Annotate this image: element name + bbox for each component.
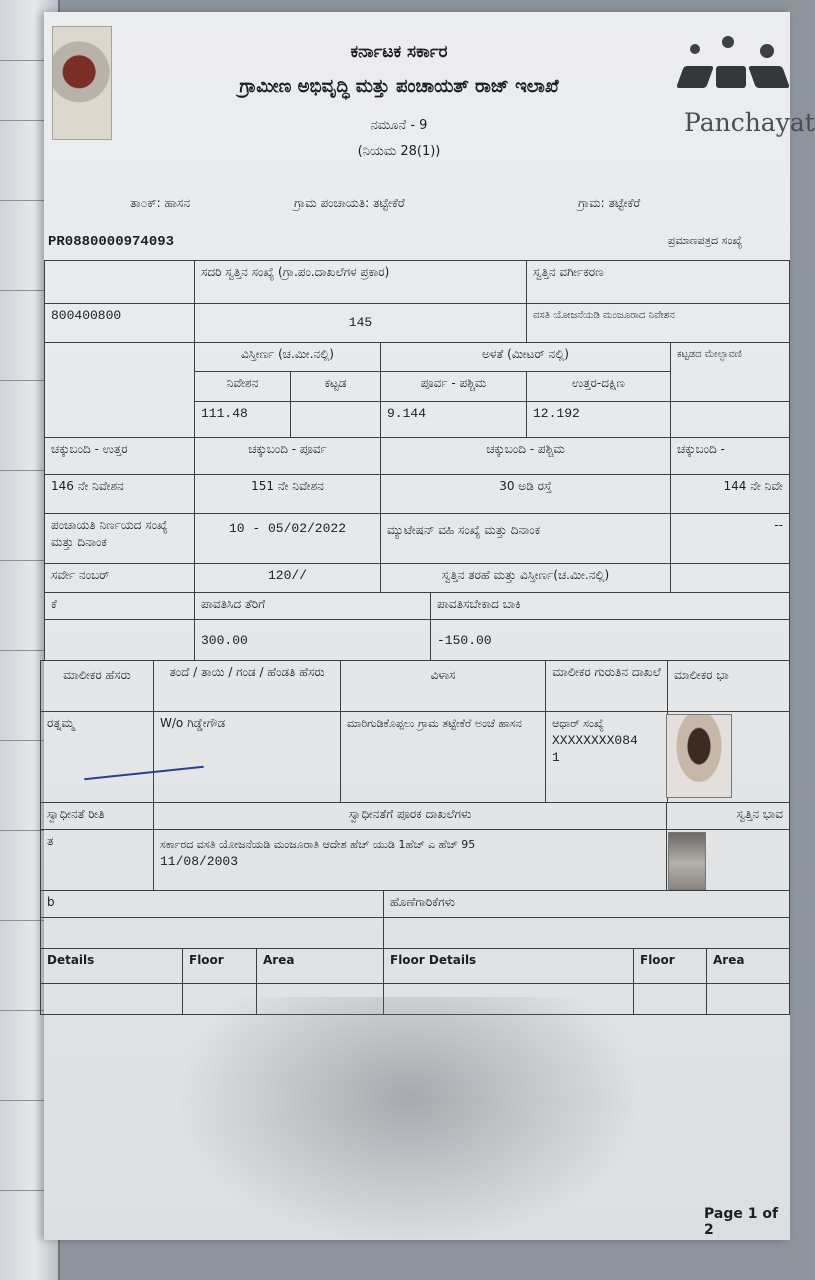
address-header: ವಿಳಾಸ — [340, 660, 546, 712]
building-area-value — [290, 401, 381, 438]
relation-value: W/o ಗಿಡ್ಡೇಗೌಡ — [153, 711, 341, 803]
property-number-value: 145 — [194, 303, 527, 343]
rule-reference: (ನಿಯಮ 28(1)) — [357, 144, 441, 159]
owner-name-header: ಮಾಲೀಕರ ಹೆಸರು — [40, 660, 154, 712]
property-type-value — [670, 563, 790, 593]
owner-photo-header: ಮಾಲೀಕರ ಭಾ — [667, 660, 790, 712]
aadhaar-number: XXXXXXXX084 — [552, 733, 638, 748]
floor-details-right-header: Floor Details — [383, 948, 634, 984]
resolution-value: 10 - 05/02/2022 — [194, 513, 381, 564]
document-page — [44, 12, 815, 1240]
site-area-value: 111.48 — [194, 401, 291, 438]
east-west-subheader: ಪೂರ್ವ - ಪಶ್ಚಿಮ — [380, 371, 527, 402]
karnataka-emblem-icon — [52, 26, 112, 140]
department-title: ಗ್ರಾಮೀಣ ಅಭಿವೃದ್ಧಿ ಮತ್ತು ಪಂಚಾಯತ್ ರಾಜ್ ಇಲಾಖೆ — [239, 76, 559, 97]
area-header-left: Area — [256, 948, 384, 984]
north-south-subheader: ಉತ್ತರ-ದಕ್ಷಿಣ — [526, 371, 671, 402]
resolution-label — [44, 513, 195, 564]
id-document-header: ಮಾಲೀಕರ ಗುರುತಿನ ದಾಖಲೆ — [545, 660, 668, 712]
id-document-value — [545, 711, 668, 803]
floor-details-left-header: Details — [40, 948, 183, 984]
aadhaar-number-tail: 1 — [552, 750, 560, 765]
mutation-value: -- — [670, 513, 790, 564]
property-class-value: ವಸತಿ ಯೋಜನೆಯಡಿ ಮಂಜೂರಾದ ನಿವೇಶನ — [526, 303, 790, 343]
resolution-label-line2: ಮತ್ತು ದಿನಾಂಕ — [51, 535, 107, 549]
blank-cell — [44, 260, 195, 304]
south-boundary-value: 144 ನೇ ನಿವೇ — [670, 474, 790, 514]
survey-label: ಸರ್ವೇ ನಂಬರ್ — [44, 563, 195, 593]
resolution-label-line1: ಪಂಚಾಯತಿ ನಿರ್ಣಯದ ಸಂಖ್ಯೆ — [51, 518, 168, 532]
property-id: PR0880000974093 — [48, 234, 175, 250]
area-header-right: Area — [706, 948, 790, 984]
property-photo — [668, 832, 706, 890]
floor-row-blank — [706, 983, 790, 1015]
id-document-type: ಆಧಾರ್ ಸಂಖ್ಯೆ — [552, 717, 604, 730]
roof-value — [670, 401, 790, 438]
north-south-value: 12.192 — [526, 401, 671, 438]
blank-cell — [44, 342, 195, 438]
acquisition-doc-cell — [153, 829, 667, 891]
floor-header-left: Floor — [182, 948, 257, 984]
south-boundary-header: ಚಕ್ಕುಬಂದಿ - — [670, 437, 790, 475]
govt-title: ಕರ್ನಾಟಕ ಸರ್ಕಾರ — [350, 42, 448, 62]
acquisition-mode-label: ಸ್ವಾಧೀನತೆ ರೀತಿ — [40, 802, 154, 830]
acquisition-docs-label: ಸ್ವಾಧೀನತೆಗೆ ಪೂರಕ ದಾಖಲೆಗಳು — [153, 802, 667, 830]
liabilities-label: ಹೊಣೆಗಾರಿಕೆಗಳು — [383, 890, 790, 918]
floor-header-right: Floor — [633, 948, 707, 984]
address-value: ಮಾರಿಗುಡಿಕೊಪ್ಪಲು ಗ್ರಾಮ ತಟ್ಟೇಕೆರೆ ಅಂಚೆ ಹಾಸನ — [340, 711, 546, 803]
west-boundary-value: 30 ಅಡಿ ರಸ್ತೆ — [380, 474, 671, 514]
page-number: Page 1 of 2 — [704, 1206, 779, 1238]
tax-due-label: ಪಾವತಿಸಬೇಕಾದ ಬಾಕಿ — [430, 592, 790, 620]
liabilities-left-blank — [40, 917, 384, 949]
tax-paid-value: 300.00 — [194, 619, 431, 661]
owner-photo — [666, 714, 732, 798]
tax-due-value: -150.00 — [430, 619, 790, 661]
east-boundary-value: 151 ನೇ ನಿವೇಶನ — [194, 474, 381, 514]
acquisition-doc-text: ಸರ್ಕಾರದ ವಸತಿ ಯೋಜನೆಯಡಿ ಮಂಜೂರಾತಿ ಆದೇಶ ಹೆಚ್ ಯುಡಿ 1ಹೆಚ್ ಎ ಹೆಚ್ 95 — [160, 838, 476, 851]
property-class-header: ಸ್ವತ್ತಿನ ವರ್ಗೀಕರಣ — [526, 260, 790, 304]
measurement-header: ಅಳತೆ (ಮೀಟರ್ ನಲ್ಲಿ) — [380, 342, 671, 372]
floor-row-blank — [633, 983, 707, 1015]
roof-header: ಕಟ್ಟಡದ ಮೇಲ್ಛಾವಣಿ — [670, 342, 790, 402]
acquisition-doc-date: 11/08/2003 — [160, 854, 239, 869]
property-type-label: ಸ್ವತ್ತಿನ ತರಹೆ ಮತ್ತು ವಿಸ್ತೀರ್ಣ(ಚ.ಮೀ.ನಲ್ಲಿ) — [380, 563, 671, 593]
survey-value: 120// — [194, 563, 381, 593]
area-header: ವಿಸ್ತೀರ್ಣ (ಚ.ಮೀ.ನಲ್ಲಿ) — [194, 342, 381, 372]
photo-shadow — [174, 997, 644, 1247]
north-boundary-header: ಚಕ್ಕುಬಂದಿ - ಉತ್ತರ — [44, 437, 195, 475]
gram-panchayat-label: ಗ್ರಾಮ ಪಂಚಾಯತಿ: ತಟ್ಟೇಕೆರೆ — [294, 196, 405, 210]
tax-paid-label: ಪಾವತಿಸಿದ ತೆರಿಗೆ — [194, 592, 431, 620]
panchayat-logo-icon — [680, 36, 788, 100]
tax-left-label: ಕೆ — [44, 592, 195, 620]
site-subheader: ನಿವೇಶನ — [194, 371, 291, 402]
taluk-label: ತಾ೦ಕ್: ಹಾಸನ — [130, 196, 191, 210]
left-id-value: 800400800 — [44, 303, 195, 343]
certificate-number-label: ಪ್ರಮಾಣಪತ್ರದ ಸಂಖ್ಯೆ — [668, 234, 743, 247]
form-number: ನಮೂನೆ - 9 — [370, 118, 428, 133]
acquisition-right-label: ಸ್ವತ್ತಿನ ಭಾವ — [666, 802, 790, 830]
east-boundary-header: ಚಕ್ಕುಬಂದಿ - ಪೂರ್ವ — [194, 437, 381, 475]
liabilities-left-mark: b — [40, 890, 384, 918]
blank-cell — [44, 619, 195, 661]
village-label: ಗ್ರಾಮ: ತಟ್ಟೇಕೆರೆ — [578, 196, 641, 210]
property-number-header: ಸದರಿ ಸ್ವತ್ತಿನ ಸಂಖ್ಯೆ (ಗ್ರಾ.ಪಂ.ದಾಖಲೆಗಳ ಪ್ರಕಾರ) — [194, 260, 527, 304]
liabilities-value — [383, 917, 790, 949]
relation-header: ತಂದೆ / ತಾಯಿ / ಗಂಡ / ಹೆಂಡತಿ ಹೆಸರು — [153, 660, 341, 712]
acquisition-left-mark: ತ — [40, 829, 154, 891]
building-subheader: ಕಟ್ಟಡ — [290, 371, 381, 402]
panchayat-logo-text: Panchayat — [684, 108, 815, 137]
floor-row-blank — [40, 983, 183, 1015]
mutation-label: ಮ್ಯುಟೇಷನ್ ವಹಿ ಸಂಖ್ಯೆ ಮತ್ತು ದಿನಾಂಕ — [380, 513, 671, 564]
east-west-value: 9.144 — [380, 401, 527, 438]
owner-name-value: ರತ್ನಮ್ಮ — [40, 711, 154, 803]
west-boundary-header: ಚಕ್ಕುಬಂದಿ - ಪಶ್ಚಿಮ — [380, 437, 671, 475]
north-boundary-value: 146 ನೇ ನಿವೇಶನ — [44, 474, 195, 514]
